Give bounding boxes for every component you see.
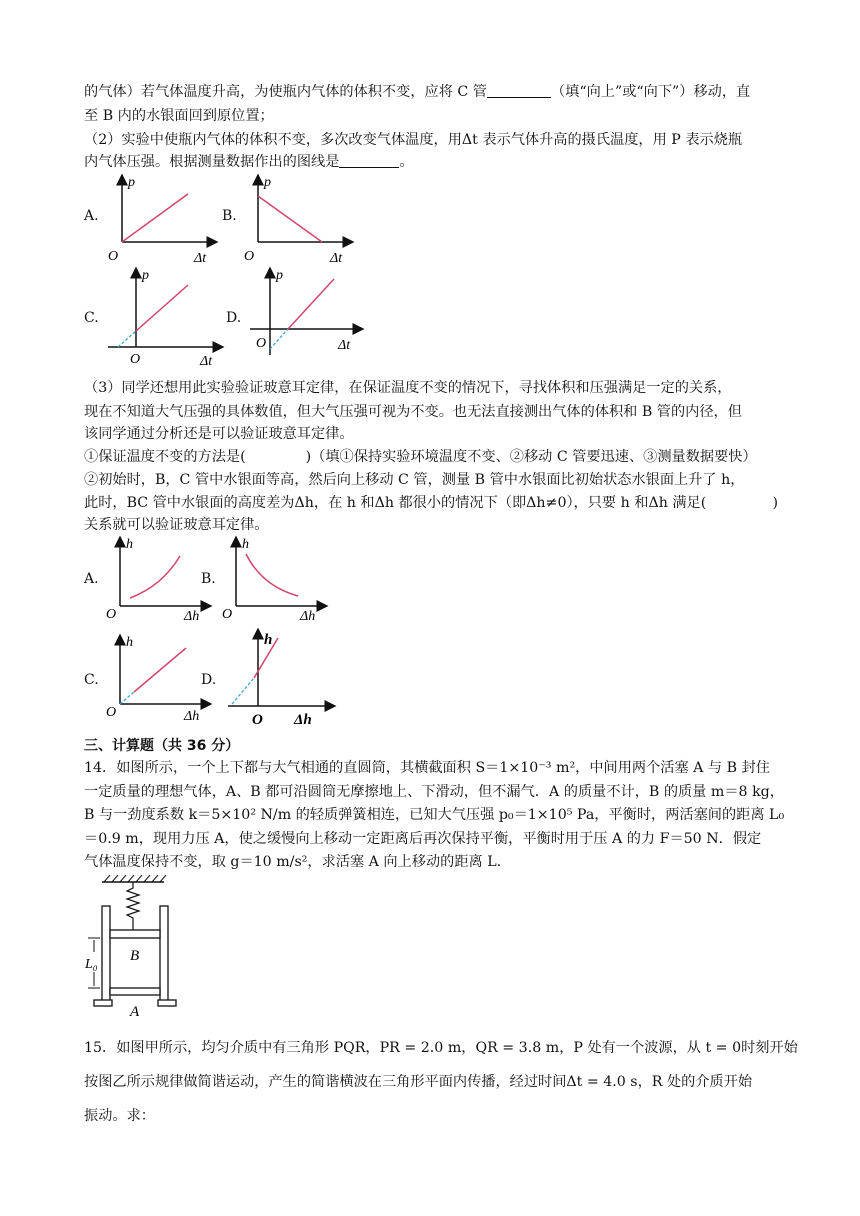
- extrapolation-line: [232, 678, 254, 704]
- q15-line-3: 振动。求：: [84, 1108, 155, 1124]
- option-label-d: D.: [201, 672, 217, 688]
- option-label-b: B.: [222, 208, 237, 224]
- option-label-c: C.: [84, 310, 99, 326]
- option-label-a: A.: [84, 571, 99, 587]
- piston-a: [110, 988, 160, 995]
- q13-line-4: [84, 152, 414, 172]
- q13-text: ): [772, 495, 778, 511]
- svg-text:O: O: [130, 352, 141, 367]
- extrapolation-line: [120, 692, 134, 704]
- svg-text:h: h: [126, 635, 133, 650]
- answer-blank: [487, 83, 551, 98]
- cylinder-wall-right: [160, 906, 168, 1004]
- option-label-b: B.: [201, 571, 216, 587]
- q13-text: 的气体）若气体温度升高，为使瓶内气体的体积不变，应将 C 管: [84, 84, 487, 100]
- q13-text: )（填①保持实验环境温度不变、②移动 C 管要迅速、③测量数据要快）: [305, 449, 757, 465]
- graph-p-dt-b: [238, 172, 358, 267]
- graph-p-dt-c: [108, 265, 228, 370]
- q13-text: 内气体压强。根据测量数据作出的图线是: [84, 154, 340, 170]
- svg-text:p: p: [276, 268, 283, 283]
- svg-text:O: O: [106, 607, 117, 622]
- svg-text:Δh: Δh: [184, 709, 200, 724]
- svg-text:Δh: Δh: [184, 609, 200, 624]
- q13-text: 。: [399, 154, 414, 170]
- svg-text:O: O: [252, 712, 263, 728]
- answer-blank: [339, 153, 399, 168]
- q13-text: （填“向上”或“向下”）移动，直: [550, 84, 751, 100]
- svg-text:O: O: [106, 705, 117, 720]
- q13-line-2: 至 B 内的水银面回到原位置；: [84, 108, 274, 124]
- svg-text:h: h: [264, 632, 273, 648]
- piston-a-label: A: [130, 1004, 140, 1018]
- x-label: Δt: [194, 251, 207, 266]
- l0-label: L₀: [85, 957, 98, 972]
- option-label-c: C.: [84, 672, 99, 688]
- cylinder-wall-left: [102, 906, 110, 1004]
- origin-label: O: [108, 249, 119, 264]
- piston-b: [110, 930, 160, 938]
- graph-h-dh-d: [224, 628, 344, 728]
- q15-line-2: 按图乙所示规律做简谐运动，产生的简谐横波在三角形平面内传播，经过时间Δt = 4.0 s，R 处的介质开始: [84, 1074, 753, 1090]
- svg-text:Δh: Δh: [300, 609, 316, 624]
- piston-b-label: B: [130, 948, 140, 964]
- q15-line-1: 15．如图甲所示，均匀介质中有三角形 PQR，PR = 2.0 m，QR = 3.8 m，P 处有一个波源，从 t = 0时刻开始: [84, 1040, 798, 1056]
- graph-h-dh-b: [218, 534, 338, 624]
- q13-line-1: [84, 82, 750, 102]
- q13-line-3: （2）实验中使瓶内气体的体积不变，多次改变气体温度，用Δt 表示气体升高的摄氏温度，用 P 表示烧瓶: [84, 132, 743, 148]
- q14-line-4: ＝0.9 m，现用力压 A，使之缓慢向上移动一定距离后再次保持平衡，平衡时用于压 A 的力 F＝50 N．假定: [84, 831, 762, 847]
- q14-line-2: 一定质量的理想气体，A、B 都可沿圆筒无摩擦地上、下滑动，但不漏气．A 的质量不计，B 的质量 m＝8 kg，: [84, 784, 784, 800]
- option-label-d: D.: [226, 310, 242, 326]
- section-heading: 三、计算题（共 36 分）: [84, 738, 240, 754]
- data-curve: [246, 554, 298, 596]
- data-line: [288, 279, 334, 329]
- data-line: [122, 194, 188, 242]
- q13-part3-line-7: 关系就可以验证玻意耳定律。: [84, 517, 269, 533]
- data-curve: [130, 556, 180, 598]
- q13-part3-line-4: [84, 447, 757, 467]
- q13-part3-line-5: ②初始时，B，C 管中水银面等高，然后向上移动 C 管，测量 B 管中水银面比初始状态水银面上升了 h，: [84, 472, 745, 488]
- graph-p-dt-a: [102, 172, 222, 267]
- q13-part3-line-2: 现在不知道大气压强的具体数值，但大气压强可视为不变。也无法直接测出气体的体积和 B 管的内径，但: [84, 404, 742, 420]
- svg-text:p: p: [264, 175, 271, 190]
- y-label: p: [128, 175, 135, 190]
- svg-text:O: O: [244, 249, 255, 264]
- q13-part3-line-3: 该同学通过分析还是可以验证玻意耳定律。: [84, 426, 354, 442]
- cylinder-piston-figure: [80, 872, 190, 1018]
- svg-text:h: h: [126, 537, 133, 552]
- svg-text:Δh: Δh: [294, 712, 312, 728]
- q13-text: 此时，BC 管中水银面的高度差为Δh，在 h 和Δh 都很小的情况下（即Δh≠0），只要 h 和Δh 满足(: [84, 495, 707, 511]
- data-line: [136, 285, 188, 331]
- spring: [127, 882, 139, 930]
- q14-line-5: 气体温度保持不变，取 g＝10 m/s²，求活塞 A 向上移动的距离 L.: [84, 854, 502, 870]
- q14-line-3: B 与一劲度系数 k＝5×10² N/m 的轻质弹簧相连，已知大气压强 p₀＝1×10⁵ Pa，平衡时，两活塞间的距离 L₀: [84, 807, 785, 823]
- data-line: [134, 648, 186, 692]
- svg-text:O: O: [256, 336, 267, 351]
- svg-text:Δt: Δt: [338, 338, 351, 353]
- graph-p-dt-d: [250, 265, 370, 360]
- svg-text:Δt: Δt: [200, 354, 213, 369]
- q13-part3-line-6: [84, 493, 778, 513]
- extrapolation-line: [118, 331, 136, 347]
- data-line: [258, 196, 322, 242]
- option-label-a: A.: [84, 208, 99, 224]
- q13-text: ①保证温度不变的方法是(: [84, 449, 246, 465]
- svg-text:Δt: Δt: [330, 251, 343, 266]
- svg-text:p: p: [142, 268, 149, 283]
- svg-text:O: O: [222, 607, 233, 622]
- extrapolation-line: [270, 329, 288, 349]
- q13-part3-line-1: （3）同学还想用此实验验证玻意耳定律，在保证温度不变的情况下，寻找体积和压强满足一定的关系，: [84, 380, 732, 396]
- q14-line-1: 14．如图所示，一个上下都与大气相通的直圆筒，其横截面积 S＝1×10⁻³ m²，中间用两个活塞 A 与 B 封住: [84, 760, 770, 776]
- svg-text:h: h: [242, 537, 249, 552]
